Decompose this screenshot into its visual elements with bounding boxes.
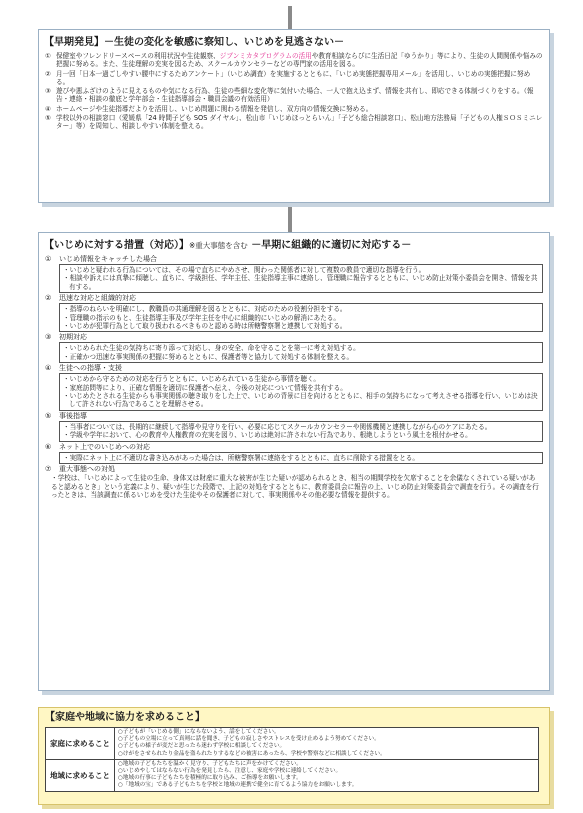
early-detection-title: 【早期発見】－生徒の変化を敏感に察知し、いじめを見逃さない－ xyxy=(44,37,344,48)
list-item: ⑤ 学校以外の相談窓口（愛媛県「24 時間子ども SOS ダイヤル」、松山市「いじめほっとらいん」「子ども総合相談窓口」、松山地方法務局「子どもの人権ＳＯＳミニレター」等）を周知し、相談しやすい体制を整える。 xyxy=(45,114,543,131)
cooperation-request-title: 【家庭や地域に協力を求めること】 xyxy=(45,712,205,723)
row-label: 地域に求めること xyxy=(46,759,115,791)
list-item: ① 保健室やフレンドリースペースの利用状況や生徒観察、ジブンミカタプログラムの活用や教育相談ならびに生活日記「ゆうかり」等により、生徒の人間関係や悩みの把握に努める。また、生徒理解の充実を図るため、スクールカウンセラーなどの専門家の活用を図る。 xyxy=(45,52,543,69)
response-measures-box xyxy=(38,232,550,691)
row-content: ○地域の子どもたちを温かく見守り、子どもたちに声をかけてください。 ○いじめやしてはならない行為を発見したら、注意し、家庭や学校に連絡してください。 ○地域の行事に子どもたちを積極的に取り込み、ご指導をお願いします。 ○「地域の宝」である子どもたちを学校と地域の連携で健全に育てるよう協力をお願いします。 xyxy=(115,759,539,791)
section-body: ・当事者については、長期的に継続して指導や見守りを行い、必要に応じてスクールカウンセラーや関係機関と連携しながら心のケアにあたる。 ・学級や学年において、心の教育や人権教育の充実を図り、いじめは絶対に許されない行為であり、根絶しようという風土を根付かせる。 xyxy=(59,421,543,442)
section-body: ・いじめから守るための対応を行うとともに、いじめられている生徒から事情を聴く。 ・家庭訪問等により、正確な情報を適切に保護者へ伝え、今後の対応について情報を共有する。 ・いじめたとされる生徒からも事実関係の聴き取りをした上で、いじめの背景に目を向けるとともに、相手の気持ちになって考えさせる指導を行い、いじめは決して許されない行為であることを理解させる。 xyxy=(59,373,543,411)
section-body: ・実際にネット上に不適切な書き込みがあった場合は、所轄警察署に連絡をするとともに、直ちに削除する措置をとる。 xyxy=(59,452,543,464)
highlight-text: ジブンミカタプログラムの活用 xyxy=(219,52,312,60)
section-heading: ① いじめ情報をキャッチした場合 xyxy=(45,255,157,263)
section-body: ・指導のねらいを明確にし、教職員の共通理解を図るとともに、対応のための役割分担をする。 ・管理職の指示のもと、生徒指導主事及び学年主任を中心に組織的にいじめの解消にあたる。 ・いじめが犯罪行為として取り扱われるべきものと認める時は所轄警察署と連携して対処する。 xyxy=(59,303,543,332)
section-heading: ⑥ ネット上でのいじめへの対応 xyxy=(45,442,150,451)
section-heading: ③ 初期対応 xyxy=(45,333,87,342)
section-heading: ⑦ 重大事態への対処 xyxy=(45,465,115,474)
list-item: ② 月一回「日本一過ごしやすい腰中にするためアンケート」（いじめ調査）を実施するとともに、「いじめ実態把握専用メール」を活用し、いじめの実態把握に努める。 xyxy=(45,69,531,86)
response-measures-title: 【いじめに対する措置（対応）】※重大事態を含む －早期に組織的に適切に対応する－ xyxy=(44,240,412,251)
section-heading: ② 迅速な対応と組織的対応 xyxy=(45,294,136,303)
cooperation-request-box xyxy=(38,707,550,805)
early-detection-box xyxy=(38,29,550,203)
list-item: ④ ホームページや生徒指導だよりを活用し、いじめ問題に関わる情報を発信し、双方向の情報交換に努める。 xyxy=(45,104,373,113)
cooperation-table xyxy=(45,727,539,792)
section-heading: ④ 生徒への指導・支援 xyxy=(45,364,122,373)
title-note: ※重大事態を含む xyxy=(189,241,248,250)
table-row xyxy=(46,728,539,760)
list-item: ③ 遊びや悪ふざけのように見えるものや気になる行為、生徒の些細な変化等に気付いた場合、一人で抱え込まず、情報を共有し、即応できる体制づくりをする。（報告・連絡・相談の徹底と学年部会・生徒指導部会・職員会議の有効活用） xyxy=(45,87,534,104)
row-content: ○子どもが「いじめる側」にならないよう、話をしてください。 ○子どもの立場に立って真剣に話を聞き、子どもの寂しさやストレスを受け止めるよう努めてください。 ○子どもの様子が変だと思ったら迷わず学校に相談してください。 ○けがをさせられたり金品を盗られたりするなどの被害にあったら、学校や警察などに相談してください。 xyxy=(115,728,539,760)
table-row xyxy=(46,759,539,791)
early-detection-list xyxy=(45,52,543,131)
top-connector-line xyxy=(288,6,292,29)
middle-connector-line xyxy=(288,203,292,232)
section-body: ・いじめられた生徒の気持ちに寄り添って対応し、身の安全、命を守ることを第一に考え対処する。 ・正確かつ迅速な事実関係の把握に努めるとともに、保護者等と協力して対処する体制を整える。 xyxy=(59,342,543,363)
section-heading: ⑤ 事後指導 xyxy=(45,411,87,420)
section-body: ・いじめと疑われる行為については、その場で直ちにやめさせ、関わった関係者に対して複数の教員で適切な指導を行う。 ・相談や訴えには真摯に傾聴し、直ちに、学級担任、学年主任、生徒指導主事に連絡し、管理職に報告するとともに、いじめ防止対策小委員会を開き、情報を共有する。 xyxy=(59,264,543,293)
response-sections xyxy=(45,255,543,499)
serious-incident-text: ・学校は、「いじめによって生徒の生命、身体又は財産に重大な被害が生じた疑いが認められるとき、相当の期間学校を欠席することを余儀なくされている疑いがあると認めるとき」という定義により、疑いが生じた段階で、上記の対処をするとともに、教育委員会に報告の上、いじめ防止対策委員会で調査を行う。その調査を行ったときは、当該調査に係るいじめを受けた生徒やその保護者に対して、事実関係やその他必要な情報を提供する。 xyxy=(51,474,539,499)
row-label: 家庭に求めること xyxy=(46,728,115,760)
